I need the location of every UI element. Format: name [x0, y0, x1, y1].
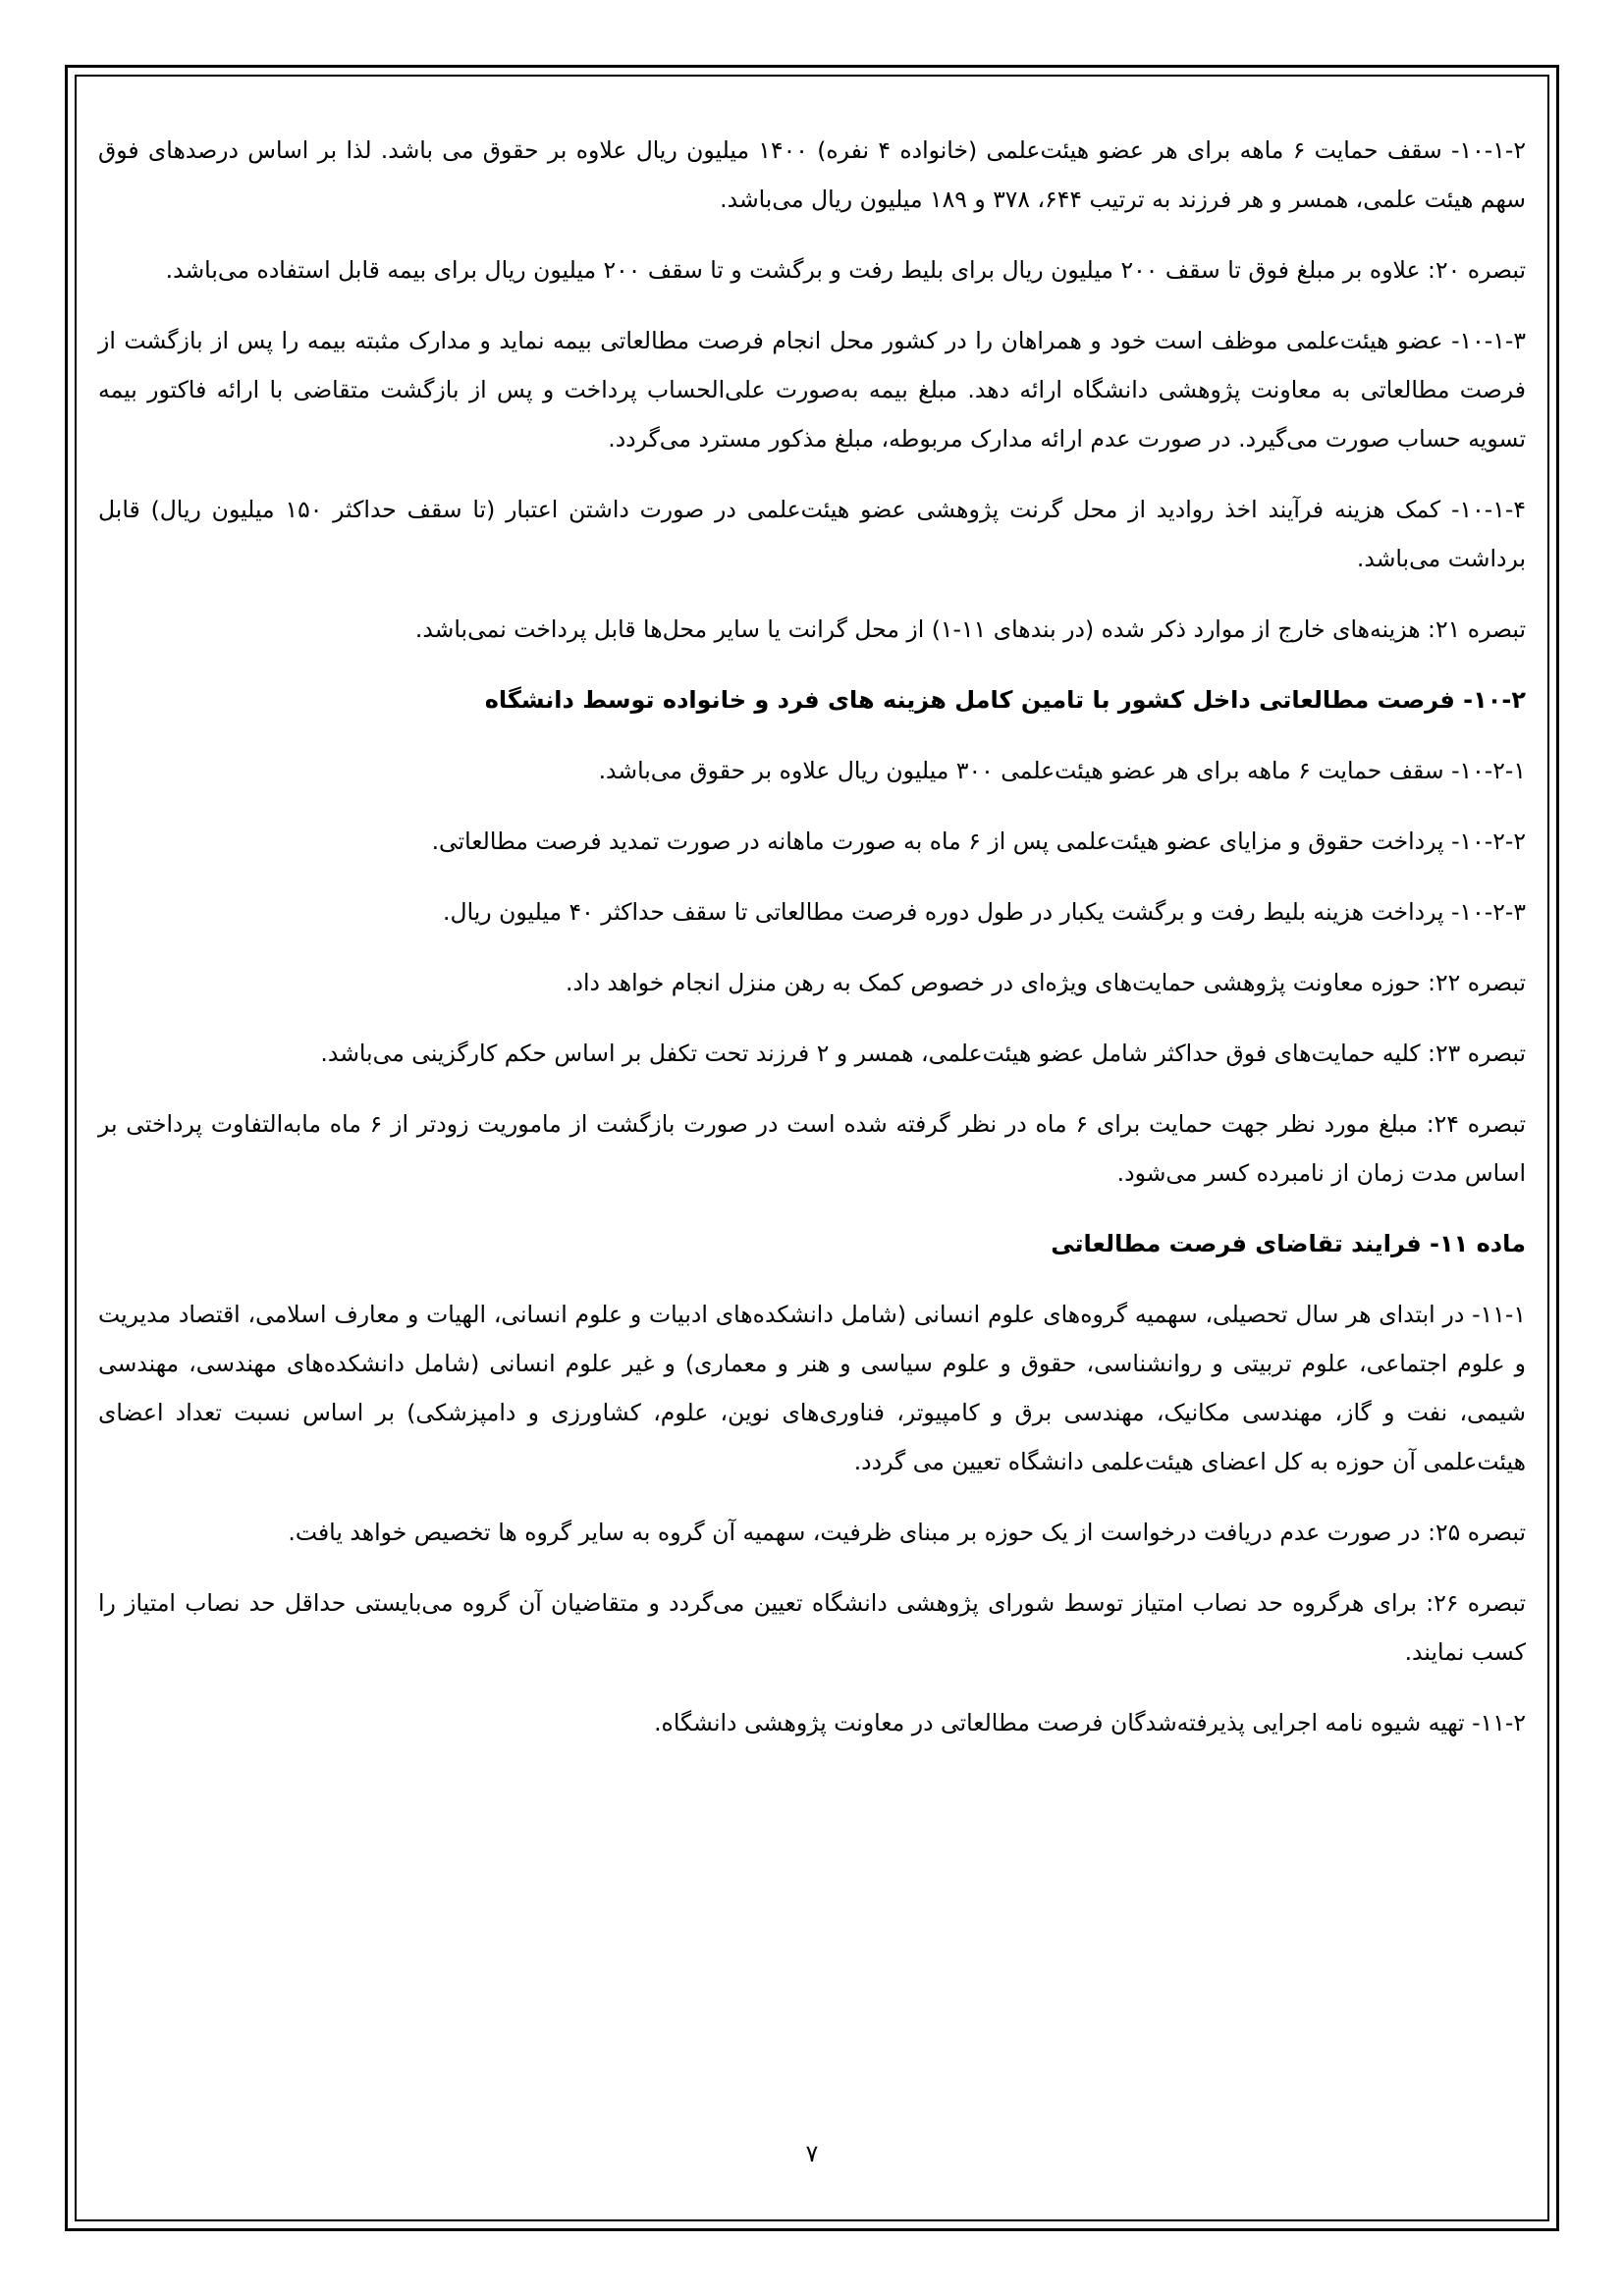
- clause-10-1-2: ۱۰-۱-۲- سقف حمایت ۶ ماهه برای هر عضو هیئت‌علمی (خانواده ۴ نفره) ۱۴۰۰ میلیون ریال علاوه بر حقوق می باشد. لذا بر اساس درصدهای فوق سهم هیئت علمی، همسر و هر فرزند به ترتیب ۶۴۴، ۳۷۸ و ۱۸۹ میلیون ریال می‌باشد.: [98, 136, 1526, 213]
- note-25: تبصره ۲۵: در صورت عدم دریافت درخواست از یک حوزه بر مبنای ظرفیت، سهمیه آن گروه به سایر گروه ها تخصیص خواهد یافت.: [288, 1519, 1526, 1546]
- section-10-2-heading: ۱۰-۲- فرصت مطالعاتی داخل کشور با تامین کامل هزینه های فرد و خانواده توسط دانشگاه: [484, 686, 1526, 714]
- clause-11-2: ۱۱-۲- تهیه شیوه نامه اجرایی پذیرفته‌شدگان فرصت مطالعاتی در معاونت پژوهشی دانشگاه.: [654, 1709, 1526, 1736]
- page-number: ۷: [805, 2140, 819, 2167]
- clause-11-1: ۱۱-۱- در ابتدای هر سال تحصیلی، سهمیه گروه‌های علوم انسانی (شامل دانشکده‌های ادبیات و علوم انسانی، الهیات و معارف اسلامی، اقتصاد مدیریت و علوم اجتماعی، علوم تربیتی و روانشناسی، حقوق و علوم سیاسی و هنر و معماری) و غیر علوم انسانی (شامل دانشکده‌های مهندسی، مهندسی شیمی، نفت و گاز، مهندسی مکانیک، مهندسی برق و کامپیوتر، فناوری‌های نوین، علوم، کشاورزی و دامپزشکی) بر اساس نسبت تعداد اعضای هیئت‌علمی آن حوزه به کل اعضای هیئت‌علمی دانشگاه تعیین می گردد.: [98, 1301, 1526, 1475]
- clause-10-2-3: ۱۰-۲-۳- پرداخت هزینه بلیط رفت و برگشت یکبار در طول دوره فرصت مطالعاتی تا سقف حداکثر ۴۰ میلیون ریال.: [443, 898, 1526, 926]
- note-20: تبصره ۲۰: علاوه بر مبلغ فوق تا سقف ۲۰۰ میلیون ریال برای بلیط رفت و برگشت و تا سقف ۲۰۰ میلیون ریال برای بیمه قابل استفاده می‌باشد.: [165, 256, 1526, 284]
- note-21: تبصره ۲۱: هزینه‌های خارج از موارد ذکر شده (در بندهای ۱۱-۱) از محل گرانت یا سایر محل‌ها قابل پرداخت نمی‌باشد.: [414, 615, 1526, 643]
- note-23: تبصره ۲۳: کلیه حمایت‌های فوق حداکثر شامل عضو هیئت‌علمی، همسر و ۲ فرزند تحت تکفل بر اساس حکم کارگزینی می‌باشد.: [320, 1040, 1526, 1067]
- clause-10-1-3: ۱۰-۱-۳- عضو هیئت‌علمی موظف است خود و همراهان را در کشور محل انجام فرصت مطالعاتی بیمه نماید و مدارک مثبته بیمه را پس از بازگشت از فرصت مطالعاتی به معاونت پژوهشی دانشگاه ارائه دهد. مبلغ بیمه به‌صورت علی‌الحساب پرداخت و پس از بازگشت متقاضی با ارائه فاکتور بیمه تسویه حساب صورت می‌گیرد. در صورت عدم ارائه مدارک مربوطه، مبلغ مذکور مسترد می‌گردد.: [98, 327, 1526, 453]
- clause-10-2-2: ۱۰-۲-۲- پرداخت حقوق و مزایای عضو هیئت‌علمی پس از ۶ ماه به صورت ماهانه در صورت تمدید فرصت مطالعاتی.: [431, 828, 1526, 855]
- note-26: تبصره ۲۶: برای هرگروه حد نصاب امتیاز توسط شورای پژوهشی دانشگاه تعیین می‌گردد و متقاضیان آن گروه می‌بایستی حداقل حد نصاب امتیاز را کسب نمایند.: [98, 1589, 1526, 1666]
- note-22: تبصره ۲۲: حوزه معاونت پژوهشی حمایت‌های ویژه‌ای در خصوص کمک به رهن منزل انجام خواهد داد.: [566, 969, 1526, 996]
- document-body: [98, 126, 1526, 1769]
- clause-10-2-1: ۱۰-۲-۱- سقف حمایت ۶ ماهه برای هر عضو هیئت‌علمی ۳۰۰ میلیون ریال علاوه بر حقوق می‌باشد.: [598, 757, 1526, 784]
- article-11-heading: ماده ۱۱- فرایند تقاضای فرصت مطالعاتی: [1051, 1230, 1526, 1257]
- note-24: تبصره ۲۴: مبلغ مورد نظر جهت حمایت برای ۶ ماه در نظر گرفته شده است در صورت بازگشت از ماموریت زودتر از ۶ ماه مابه‌التفاوت پرداختی بر اساس مدت زمان از نامبرده کسر می‌شود.: [98, 1110, 1526, 1187]
- clause-10-1-4: ۱۰-۱-۴- کمک هزینه فرآیند اخذ روادید از محل گرنت پژوهشی عضو هیئت‌علمی در صورت داشتن اعتبار (تا سقف حداکثر ۱۵۰ میلیون ریال) قابل برداشت می‌باشد.: [98, 496, 1526, 572]
